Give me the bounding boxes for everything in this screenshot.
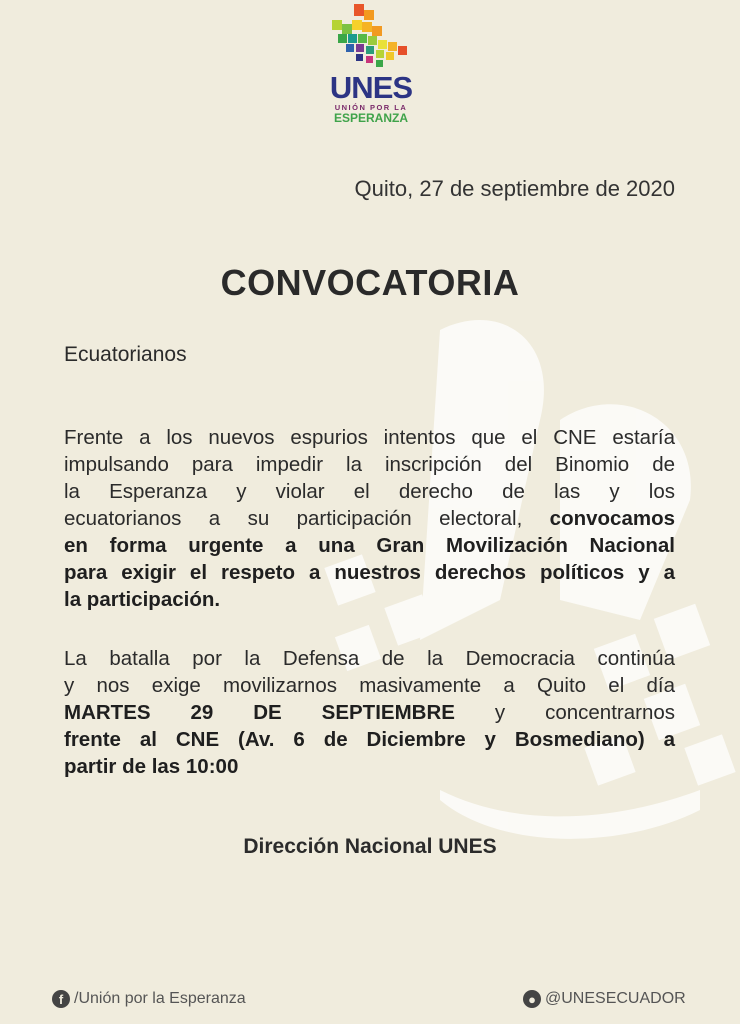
document-title: CONVOCATORIA bbox=[220, 262, 520, 303]
bold-text: frente al CNE (Av. 6 de Diciembre y Bosmediano) a bbox=[64, 728, 675, 751]
butterfly-logo-icon bbox=[326, 2, 416, 72]
logo-subtitle: UNIÓN POR LA bbox=[334, 103, 408, 112]
text-line bbox=[64, 726, 675, 753]
bold-text: la participación. bbox=[64, 588, 221, 611]
signature: Dirección Nacional UNES bbox=[243, 835, 497, 858]
text-line bbox=[64, 753, 675, 780]
text-line bbox=[64, 586, 675, 613]
text-line bbox=[64, 505, 675, 532]
text-line: y nos exige movilizarnos masivamente a Quito el día bbox=[64, 674, 675, 697]
text-line: la Esperanza y violar el derecho de las y los bbox=[64, 480, 675, 503]
greeting: Ecuatorianos bbox=[64, 343, 187, 366]
unes-logo bbox=[326, 2, 416, 126]
text-line: La batalla por la Defensa de la Democracia continúa bbox=[64, 647, 675, 670]
text-line bbox=[64, 532, 675, 559]
paragraph-2 bbox=[64, 645, 675, 780]
twitter-icon: ● bbox=[523, 990, 541, 1008]
bold-text: partir de las 10:00 bbox=[64, 755, 239, 778]
bold-text: para exigir el respeto a nuestros derechos políticos y a bbox=[64, 561, 675, 584]
facebook-link[interactable] bbox=[52, 990, 246, 1008]
text-line bbox=[64, 559, 675, 586]
bold-text: convocamos bbox=[549, 507, 675, 530]
date: Quito, 27 de septiembre de 2020 bbox=[354, 176, 675, 201]
text-segment: y concentrarnos bbox=[494, 701, 675, 724]
logo-name: UNES bbox=[329, 70, 413, 105]
bold-text: MARTES 29 DE SEPTIEMBRE bbox=[64, 701, 455, 724]
text-line: Frente a los nuevos espurios intentos que el CNE estaría bbox=[64, 426, 675, 449]
text-line: impulsando para impedir la inscripción del Binomio de bbox=[64, 453, 675, 476]
text-line bbox=[64, 699, 675, 726]
facebook-handle: /Unión por la Esperanza bbox=[74, 990, 246, 1007]
twitter-link[interactable] bbox=[523, 990, 686, 1008]
paragraph-1 bbox=[64, 424, 675, 613]
twitter-handle: @UNESECUADOR bbox=[545, 990, 686, 1007]
facebook-icon: f bbox=[52, 990, 70, 1008]
text-segment: ecuatorianos a su participación electoral, bbox=[64, 507, 523, 530]
bold-text: en forma urgente a una Gran Movilización Nacional bbox=[64, 534, 675, 557]
logo-subtitle-2: ESPERANZA bbox=[333, 111, 408, 125]
